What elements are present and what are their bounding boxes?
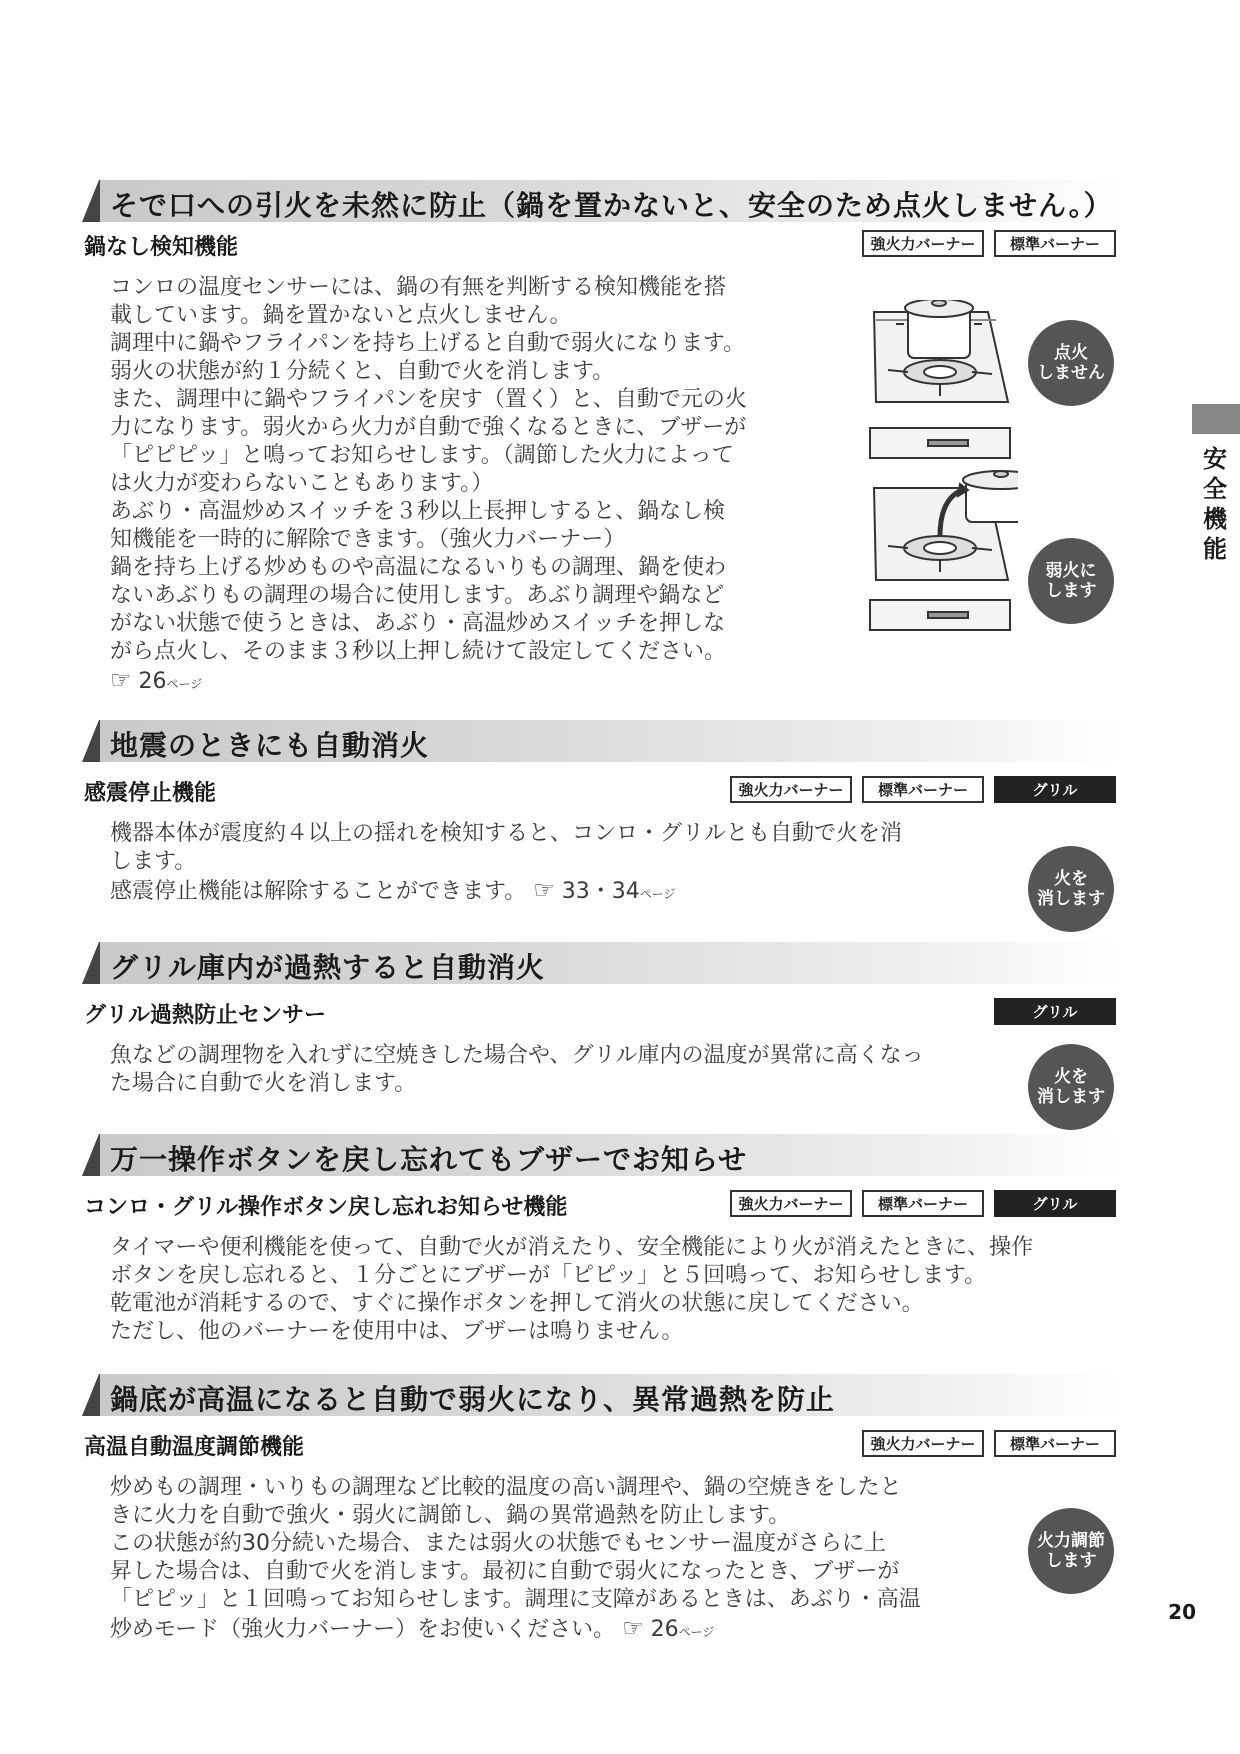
side-chapter-label: 安全機能 — [1203, 445, 1227, 563]
ref-page-unit: ページ — [166, 677, 203, 691]
body-line: タイマーや便利機能を使って、自動で火が消えたり、安全機能により火が消えたときに、操作 — [110, 1235, 1034, 1260]
tag-grill: グリル — [994, 776, 1116, 803]
section-subtitle: 鍋なし検知機能 — [84, 235, 239, 260]
badge-text: 点火 — [1054, 343, 1088, 363]
tag-standard-burner: 標準バーナー — [994, 230, 1116, 257]
body-line: 載しています。鍋を置かないと点火しません。 — [110, 303, 572, 328]
body-line: 「ピピッ」と１回鳴ってお知らせします。調理に支障があるときは、あぶり・高温 — [110, 1587, 921, 1612]
section-subtitle: 感震停止機能 — [84, 781, 217, 806]
badge-text: 火を — [1054, 1067, 1088, 1087]
body-line: がら点火し、そのまま３秒以上押し続けて設定してください。 — [110, 639, 727, 664]
badge-text: します — [1045, 581, 1097, 601]
body-line: 昇した場合は、自動で火を消します。最初に自動で弱火になったとき、ブザーが — [110, 1559, 900, 1584]
section-body-5 — [110, 1474, 921, 1646]
burner-tags — [994, 998, 1116, 1025]
badge-no-ignition — [1028, 320, 1114, 406]
ref-text: 感震停止機能は解除することができます。 — [110, 879, 527, 904]
badge-text: 消します — [1037, 889, 1105, 909]
badge-text: します — [1045, 1551, 1097, 1571]
tag-standard-burner: 標準バーナー — [862, 776, 984, 803]
body-line: 知機能を一時的に解除できます。（強火力バーナー） — [110, 527, 626, 552]
ref-page: 26 — [138, 669, 167, 694]
badge-text: 火力調節 — [1037, 1531, 1105, 1551]
section-body-2 — [110, 820, 902, 908]
tag-strong-burner: 強火力バーナー — [862, 230, 984, 257]
page-reference[interactable] — [110, 876, 902, 908]
body-line: また、調理中に鍋やフライパンを戻す（置く）と、自動で元の火 — [110, 387, 747, 412]
body-line: 「ピピピッ」と鳴ってお知らせします。（調節した火力によって — [110, 443, 734, 468]
tag-strong-burner: 強火力バーナー — [862, 1430, 984, 1457]
tag-strong-burner: 強火力バーナー — [730, 1190, 852, 1217]
badge-text: 消します — [1037, 1087, 1105, 1107]
body-line: 弱火の状態が約１分続くと、自動で火を消します。 — [110, 359, 615, 384]
body-line: ただし、他のバーナーを使用中は、ブザーは鳴りません。 — [110, 1319, 684, 1344]
section-heading-3 — [72, 942, 1122, 984]
tag-grill: グリル — [994, 1190, 1116, 1217]
burner-tags — [730, 1190, 1116, 1217]
section-heading-4 — [72, 1134, 1122, 1176]
tag-grill: グリル — [994, 998, 1116, 1025]
section-body-4 — [110, 1234, 1033, 1346]
section-title: 万一操作ボタンを戻し忘れてもブザーでお知らせ — [110, 1143, 748, 1176]
body-line: ないあぶりもの調理の場合に使用します。あぶり調理や鍋など — [110, 583, 725, 608]
badge-text: 弱火に — [1045, 561, 1097, 581]
section-subtitle: 高温自動温度調節機能 — [84, 1435, 305, 1460]
pointing-hand-icon: ☞ — [110, 666, 132, 694]
ref-page-unit: ページ — [639, 887, 676, 901]
section-title: そで口への引火を未然に防止（鍋を置かないと、安全のため点火しません。） — [110, 189, 1113, 222]
body-line: この状態が約30分続いた場合、または弱火の状態でもセンサー温度がさらに上 — [110, 1531, 886, 1556]
body-line: は火力が変わらないこともあります。） — [110, 471, 494, 496]
section-body-1 — [110, 274, 747, 698]
section-title: 鍋底が高温になると自動で弱火になり、異常過熱を防止 — [110, 1383, 836, 1416]
body-line: 魚などの調理物を入れずに空焼きした場合や、グリル庫内の温度が異常に高くなっ — [110, 1043, 924, 1068]
burner-tags — [862, 230, 1116, 257]
section-title: 地震のときにも自動消火 — [110, 729, 430, 762]
body-line: 炒めもの調理・いりもの調理など比較的温度の高い調理や、鍋の空焼きをしたと — [110, 1475, 902, 1500]
body-line: します。 — [110, 849, 197, 874]
badge-low-flame — [1028, 538, 1114, 624]
body-line: 鍋を持ち上げる炒めものや高温になるいりもの調理、鍋を使わ — [110, 555, 727, 580]
badge-extinguish — [1028, 846, 1114, 932]
ref-page: 26 — [650, 1617, 679, 1642]
body-line: 力になります。弱火から火力が自動で強くなるときに、ブザーが — [110, 415, 747, 440]
page-reference[interactable] — [110, 1614, 921, 1646]
pointing-hand-icon: ☞ — [622, 1614, 644, 1642]
body-line: 乾電池が消耗するので、すぐに操作ボタンを押して消火の状態に戻してください。 — [110, 1291, 924, 1316]
section-body-3 — [110, 1042, 924, 1098]
body-line: あぶり・高温炒めスイッチを３秒以上長押しすると、鍋なし検 — [110, 499, 726, 524]
badge-extinguish — [1028, 1044, 1114, 1130]
body-line: がない状態で使うときは、あぶり・高温炒めスイッチを押しな — [110, 611, 726, 636]
burner-tags — [730, 776, 1116, 803]
ref-page: 33・34 — [561, 879, 640, 904]
section-subtitle: コンロ・グリル操作ボタン戻し忘れお知らせ機能 — [84, 1195, 568, 1220]
body-line: コンロの温度センサーには、鍋の有無を判断する検知機能を搭 — [110, 275, 727, 300]
stove-illustration — [868, 300, 1018, 650]
page-reference[interactable] — [110, 666, 747, 698]
badge-flame-adjust — [1028, 1508, 1114, 1594]
body-line: 機器本体が震度約４以上の揺れを検知すると、コンロ・グリルとも自動で火を消 — [110, 821, 903, 846]
badge-text: しません — [1037, 363, 1105, 383]
section-heading-2 — [72, 720, 1122, 762]
tag-standard-burner: 標準バーナー — [994, 1430, 1116, 1457]
section-heading-1 — [72, 180, 1122, 222]
page-number: 20 — [1168, 1600, 1196, 1624]
tag-strong-burner: 強火力バーナー — [730, 776, 852, 803]
pointing-hand-icon: ☞ — [533, 876, 555, 904]
tag-standard-burner: 標準バーナー — [862, 1190, 984, 1217]
side-tab-marker — [1192, 404, 1240, 434]
badge-text: 火を — [1054, 869, 1088, 889]
ref-page-unit: ページ — [678, 1625, 715, 1639]
body-line: ボタンを戻し忘れると、１分ごとにブザーが「ピピッ」と５回鳴って、お知らせします。 — [110, 1263, 987, 1288]
section-title: グリル庫内が過熱すると自動消火 — [110, 951, 546, 984]
body-line: た場合に自動で火を消します。 — [110, 1071, 417, 1096]
ref-text: 炒めモード（強火力バーナー）をお使いください。 — [110, 1617, 616, 1642]
section-heading-5 — [72, 1374, 1122, 1416]
body-line: きに火力を自動で強火・弱火に調節し、鍋の異常過熱を防止します。 — [110, 1503, 791, 1528]
section-subtitle: グリル過熱防止センサー — [84, 1003, 327, 1028]
body-line: 調理中に鍋やフライパンを持ち上げると自動で弱火になります。 — [110, 331, 746, 356]
burner-tags — [862, 1430, 1116, 1457]
